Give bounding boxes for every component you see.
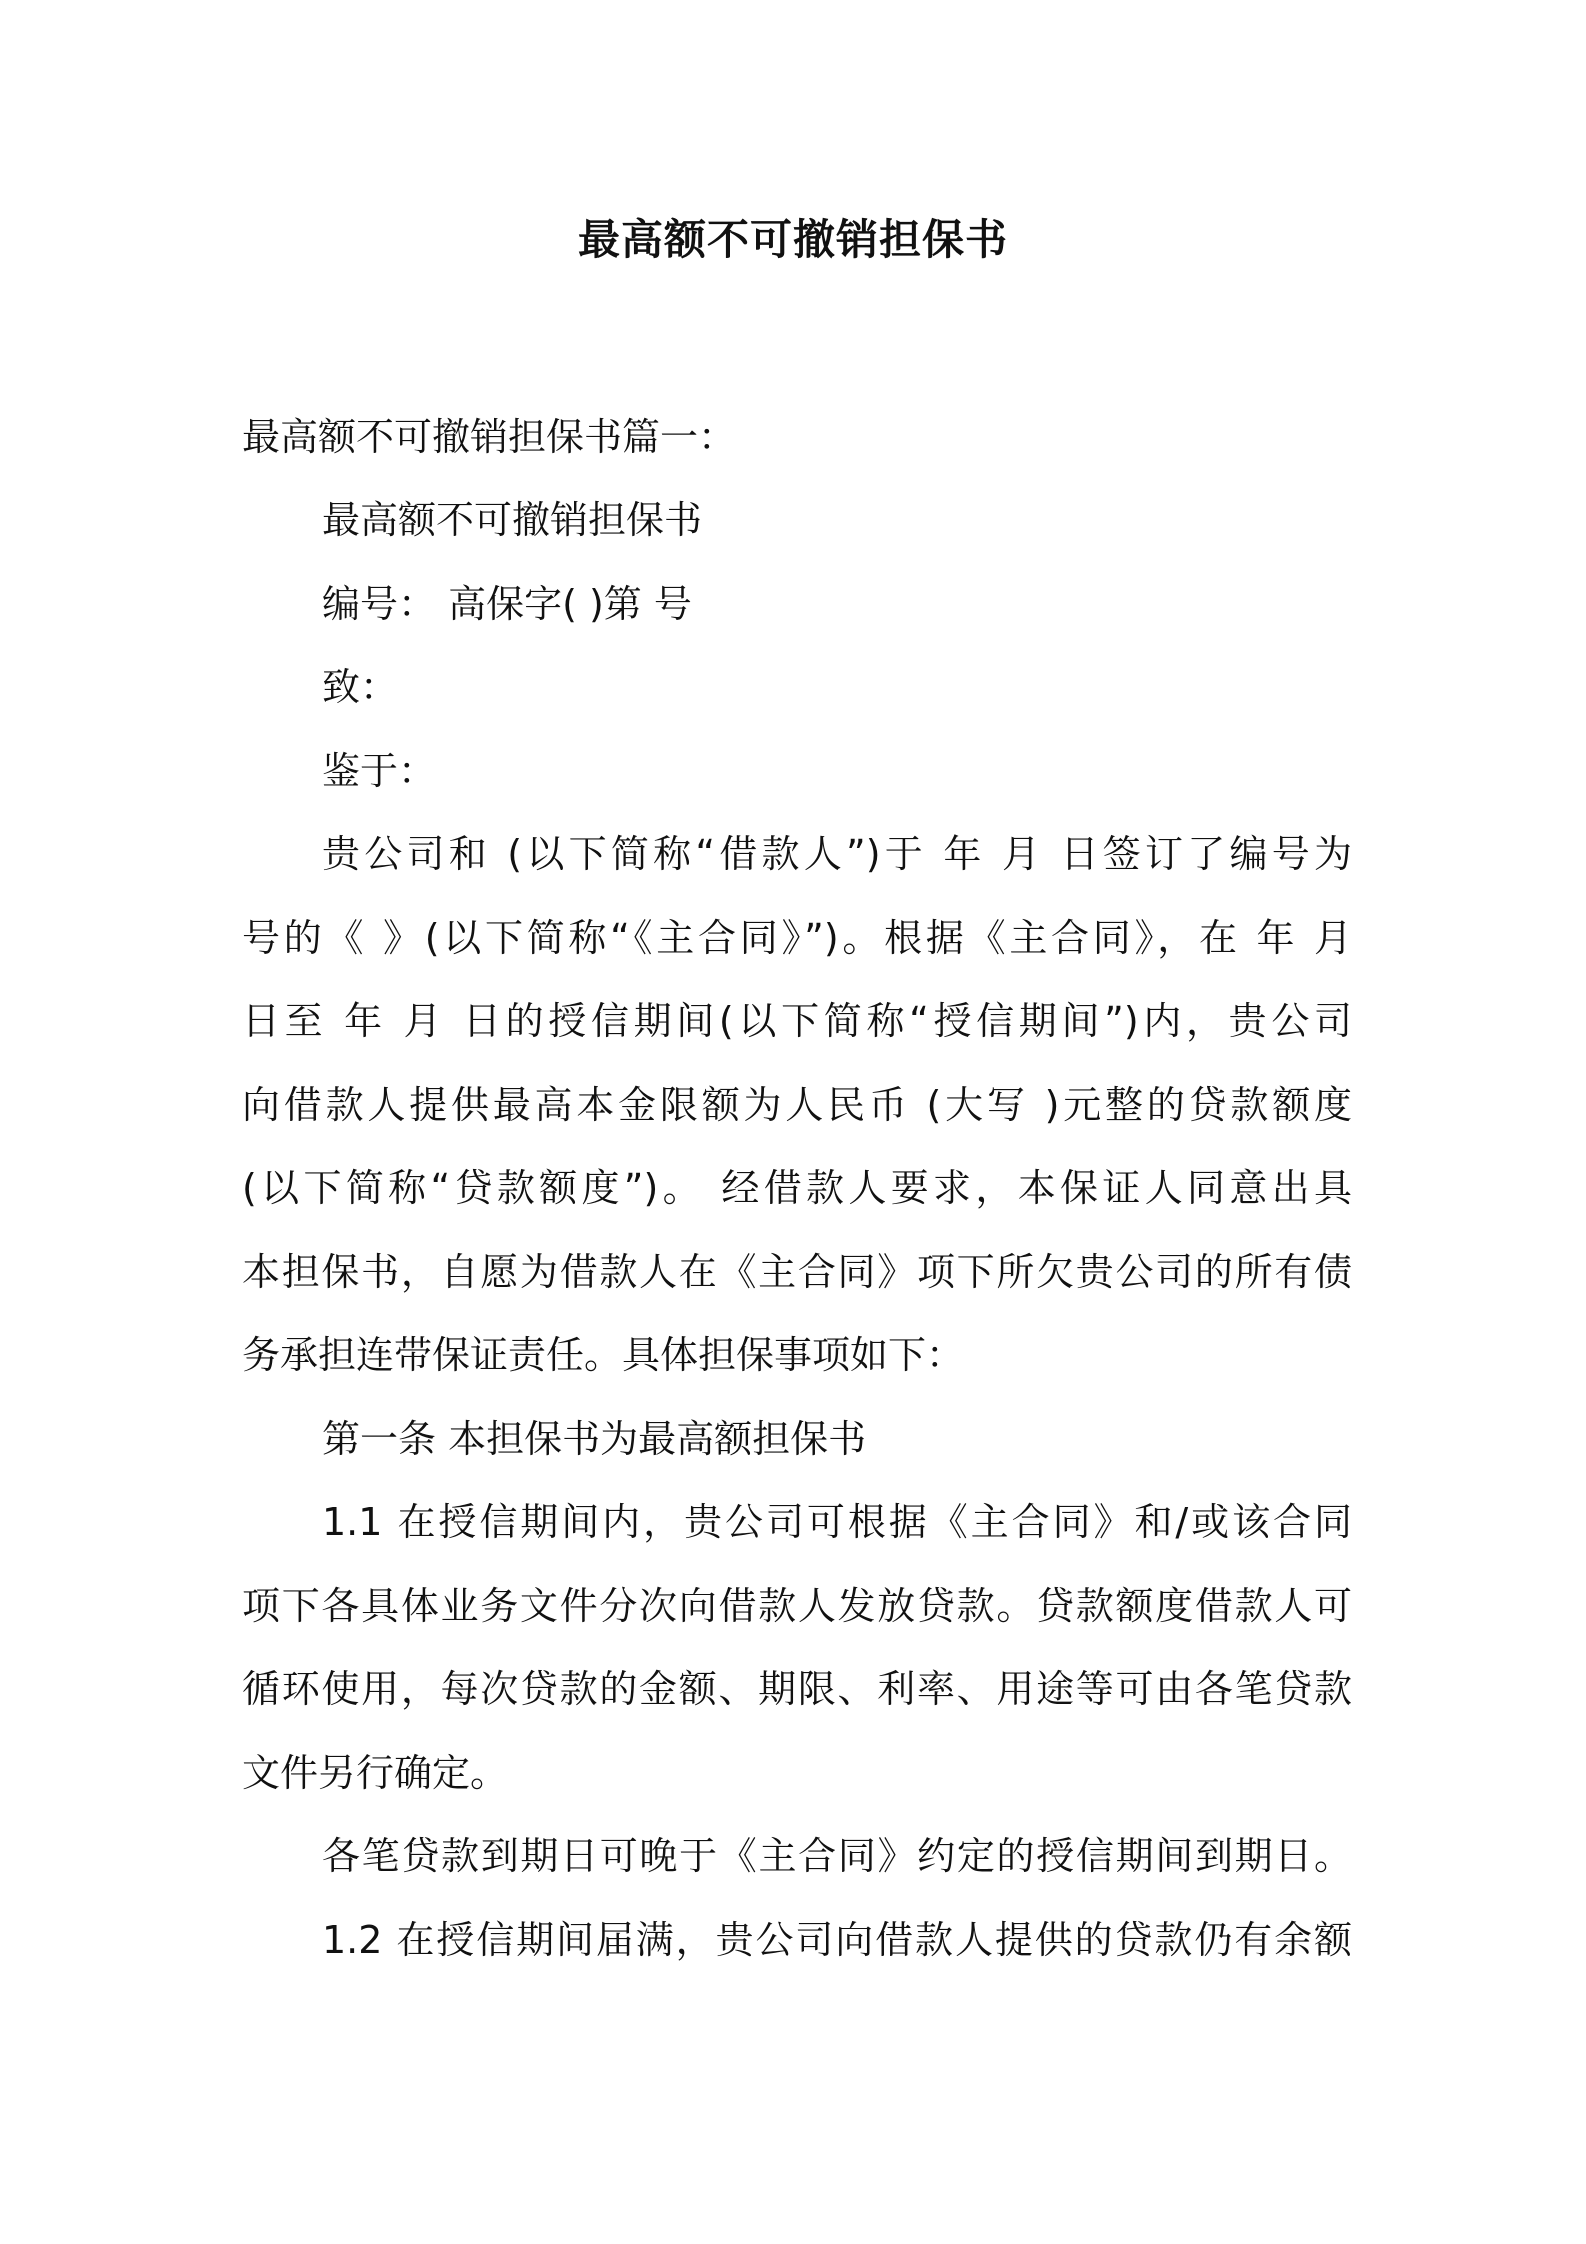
body-line: 编号： 高保字( )第 号	[322, 582, 692, 626]
body-line: 最高额不可撤销担保书	[322, 498, 703, 542]
body-line: 文件另行确定。	[242, 1751, 509, 1795]
body-line: 1.2 在授信期间届满，贵公司向借款人提供的贷款仍有余额	[322, 1918, 1352, 1962]
body-line: 1.1 在授信期间内，贵公司可根据《主合同》和/或该合同	[322, 1500, 1352, 1544]
body-line: 项下各具体业务文件分次向借款人发放贷款。贷款额度借款人可	[242, 1584, 1352, 1628]
body-line: 鉴于：	[322, 749, 437, 793]
body-line: 日至 年 月 日的授信期间(以下简称“授信期间”)内，贵公司	[242, 999, 1352, 1043]
body-line: 号的《 》(以下简称“《主合同》”)。根据《主合同》，在 年 月	[242, 916, 1352, 960]
body-line: 循环使用，每次贷款的金额、期限、利率、用途等可由各笔贷款	[242, 1667, 1352, 1711]
body-line: 务承担连带保证责任。具体担保事项如下：	[242, 1333, 965, 1377]
document-title: 最高额不可撤销担保书	[577, 215, 1008, 264]
body-line: 贵公司和 (以下简称“借款人”)于 年 月 日签订了编号为	[322, 832, 1352, 876]
body-line: 向借款人提供最高本金限额为人民币 (大写 )元整的贷款额度	[242, 1083, 1352, 1127]
section-heading: 最高额不可撤销担保书篇一：	[242, 415, 737, 459]
body-line: 本担保书，自愿为借款人在《主合同》项下所欠贵公司的所有债	[242, 1250, 1352, 1294]
body-line: 致：	[322, 665, 399, 709]
article-heading: 第一条 本担保书为最高额担保书	[322, 1417, 867, 1461]
body-line: (以下简称“贷款额度”)。 经借款人要求，本保证人同意出具	[242, 1166, 1352, 1210]
body-line: 各笔贷款到期日可晚于《主合同》约定的授信期间到期日。	[322, 1834, 1352, 1878]
